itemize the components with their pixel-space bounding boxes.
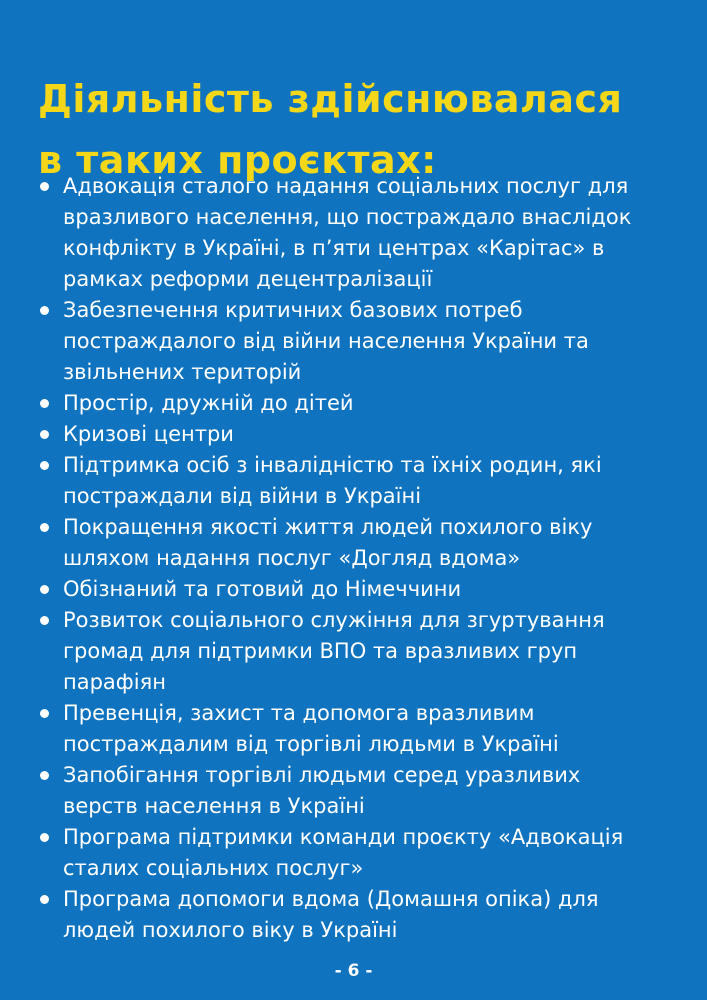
project-line: шляхом надання послуг «Догляд вдома» — [63, 546, 521, 570]
project-line: сталих соціальних послуг» — [63, 856, 364, 880]
project-item — [38, 512, 678, 574]
bullet-icon — [40, 523, 49, 532]
project-line: Програма допомоги вдома (Домашня опіка) для — [63, 887, 599, 911]
project-line: Кризові центри — [63, 422, 234, 446]
bullet-icon — [40, 771, 49, 780]
project-item — [38, 884, 678, 946]
bullet-icon — [40, 585, 49, 594]
project-item — [38, 450, 678, 512]
page-number: - 6 - — [334, 961, 373, 981]
bullet-icon — [40, 895, 49, 904]
project-line: людей похилого віку в Україні — [63, 918, 398, 942]
bullet-icon — [40, 399, 49, 408]
project-line: Адвокація сталого надання соціальних послуг для — [63, 174, 629, 198]
projects-list — [38, 171, 678, 946]
bullet-icon — [40, 833, 49, 842]
project-item — [38, 388, 678, 419]
bullet-icon — [40, 182, 49, 191]
project-item — [38, 760, 678, 822]
project-line: постраждалим від торгівлі людьми в Україні — [63, 732, 559, 756]
project-line: рамках реформи децентралізації — [63, 267, 433, 291]
project-line: постраждали від війни в Україні — [63, 484, 422, 508]
project-line: громад для підтримки ВПО та вразливих груп — [63, 639, 578, 663]
project-line: верств населення в Україні — [63, 794, 365, 818]
bullet-icon — [40, 430, 49, 439]
project-line: Покращення якості життя людей похилого віку — [63, 515, 593, 539]
project-line: Підтримка осіб з інвалідністю та їхніх родин, які — [63, 453, 602, 477]
project-line: Обізнаний та готовий до Німеччини — [63, 577, 462, 601]
project-item — [38, 419, 678, 450]
project-item — [38, 605, 678, 698]
project-line: Превенція, захист та допомога вразливим — [63, 701, 535, 725]
bullet-icon — [40, 461, 49, 470]
project-line: Простір, дружній до дітей — [63, 391, 354, 415]
title-line-2: в таких проєктах: — [38, 138, 437, 183]
project-item — [38, 822, 678, 884]
project-item — [38, 295, 678, 388]
title-line-1: Діяльність здійснювалася — [38, 77, 623, 122]
project-line: конфлікту в Україні, в п’яти центрах «Карітас» в — [63, 236, 605, 260]
project-line: звільнених територій — [63, 360, 302, 384]
project-line: Розвиток соціального служіння для згуртування — [63, 608, 605, 632]
bullet-icon — [40, 306, 49, 315]
bullet-icon — [40, 616, 49, 625]
bullet-icon — [40, 709, 49, 718]
project-line: Запобігання торгівлі людьми серед уразливих — [63, 763, 581, 787]
project-item — [38, 171, 678, 295]
project-line: вразливого населення, що постраждало внаслідок — [63, 205, 632, 229]
project-line: Забезпечення критичних базових потреб — [63, 298, 523, 322]
project-line: постраждалого від війни населення України та — [63, 329, 589, 353]
project-line: Програма підтримки команди проєкту «Адвокація — [63, 825, 624, 849]
project-line: парафіян — [63, 670, 166, 694]
project-item — [38, 574, 678, 605]
project-item — [38, 698, 678, 760]
